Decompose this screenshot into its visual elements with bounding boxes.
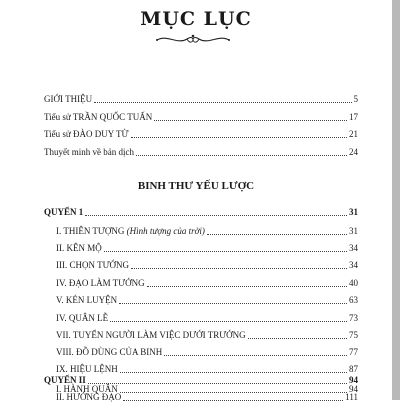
flourish-ornament-icon <box>153 31 233 47</box>
toc-volume-1[interactable]: QUYỂN 1 31 <box>44 207 358 217</box>
toc-entry-v1-2[interactable]: II. KÊN MỘ 34 <box>56 243 358 253</box>
toc-entry-v2-1[interactable]: I. HÀNH QUÂN 94 <box>56 384 358 394</box>
toc-entry-v1-6[interactable]: IV. QUÂN LỄ 73 <box>56 313 358 323</box>
toc-entry-v1-5[interactable]: V. KÉN LUYỆN 63 <box>56 295 358 305</box>
toc-entry-translation-note[interactable]: Thuyết minh về bản dịch 24 <box>44 147 358 157</box>
toc-entry-v1-3[interactable]: III. CHỌN TƯỚNG 34 <box>56 260 358 270</box>
toc-volume-2[interactable]: QUYỂN II 94 <box>44 375 358 385</box>
toc-entry-v1-9[interactable]: IX. HIỆU LỆNH 87 <box>56 364 358 374</box>
toc-entry-bio-tran-quoc-tuan[interactable]: Tiểu sử TRẦN QUỐC TUẤN 17 <box>44 112 358 122</box>
toc-entry-v2-2[interactable]: II. HƯỚNG ĐẠO 111 <box>56 392 358 402</box>
toc-entry-v1-1[interactable]: I. THIÊN TƯỢNG (Hình tượng của trời) 31 <box>56 226 358 236</box>
section-title: BINH THƯ YẾU LƯỢC <box>137 180 255 192</box>
toc-entry-bio-dao-duy-tu[interactable]: Tiểu sử ĐÀO DUY TỪ 21 <box>44 129 358 139</box>
toc-entry-v1-8[interactable]: VIII. ĐỒ DÙNG CỦA BINH 77 <box>56 347 358 357</box>
page-title: MỤC LỤC <box>140 8 252 30</box>
page-edge <box>392 0 400 400</box>
toc-entry-v1-4[interactable]: IV. ĐẠO LÀM TƯỚNG 40 <box>56 278 358 288</box>
toc-entry-v1-7[interactable]: VII. TUYỂN NGƯỜI LÀM VIỆC DƯỚI TRƯỚNG 75 <box>56 330 358 340</box>
toc-entry-introduction[interactable]: GIỚI THIỆU 5 <box>44 94 358 104</box>
